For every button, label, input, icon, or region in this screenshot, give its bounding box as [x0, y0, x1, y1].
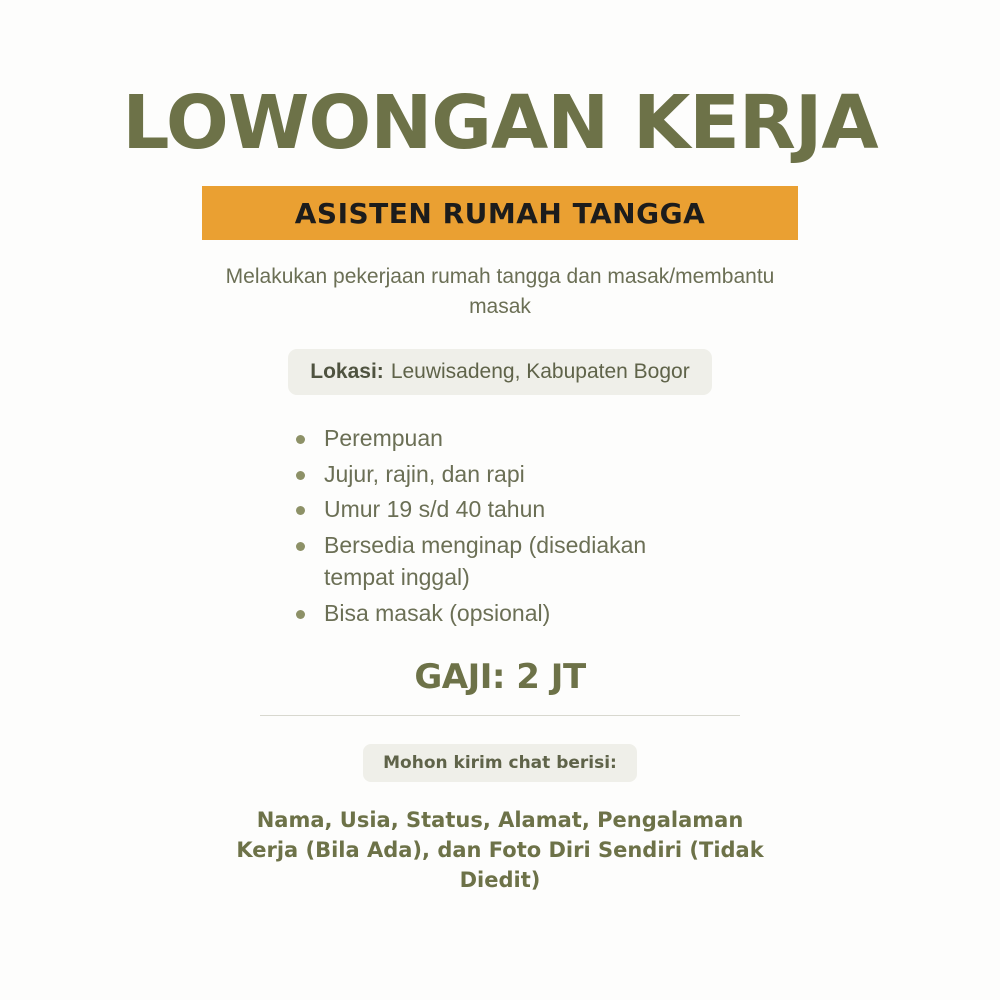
job-description: Melakukan pekerjaan rumah tangga dan masak/membantu masak [225, 265, 775, 319]
submission-requirements: Nama, Usia, Status, Alamat, Pengalaman Kerja (Bila Ada), dan Foto Diri Sendiri (Tidak Diedit) [236, 808, 764, 892]
list-item: Bisa masak (opsional) [290, 598, 710, 630]
salary-text: GAJI: 2 JT [414, 657, 586, 698]
chat-note-chip: Mohon kirim chat berisi: [363, 744, 637, 782]
location-label: Lokasi: [310, 359, 384, 383]
location-value: Leuwisadeng, Kabupaten Bogor [390, 359, 690, 383]
location-chip [288, 349, 711, 395]
list-item: Umur 19 s/d 40 tahun [290, 494, 710, 526]
position-banner [202, 186, 798, 240]
list-item: Perempuan [290, 423, 710, 455]
page-title: LOWONGAN KERJA [122, 80, 878, 166]
list-item: Bersedia menginap (disediakan tempat inggal) [290, 530, 710, 593]
list-item: Jujur, rajin, dan rapi [290, 459, 710, 491]
position-title: ASISTEN RUMAH TANGGA [294, 196, 706, 230]
requirements-list [290, 423, 710, 633]
divider [260, 715, 740, 716]
